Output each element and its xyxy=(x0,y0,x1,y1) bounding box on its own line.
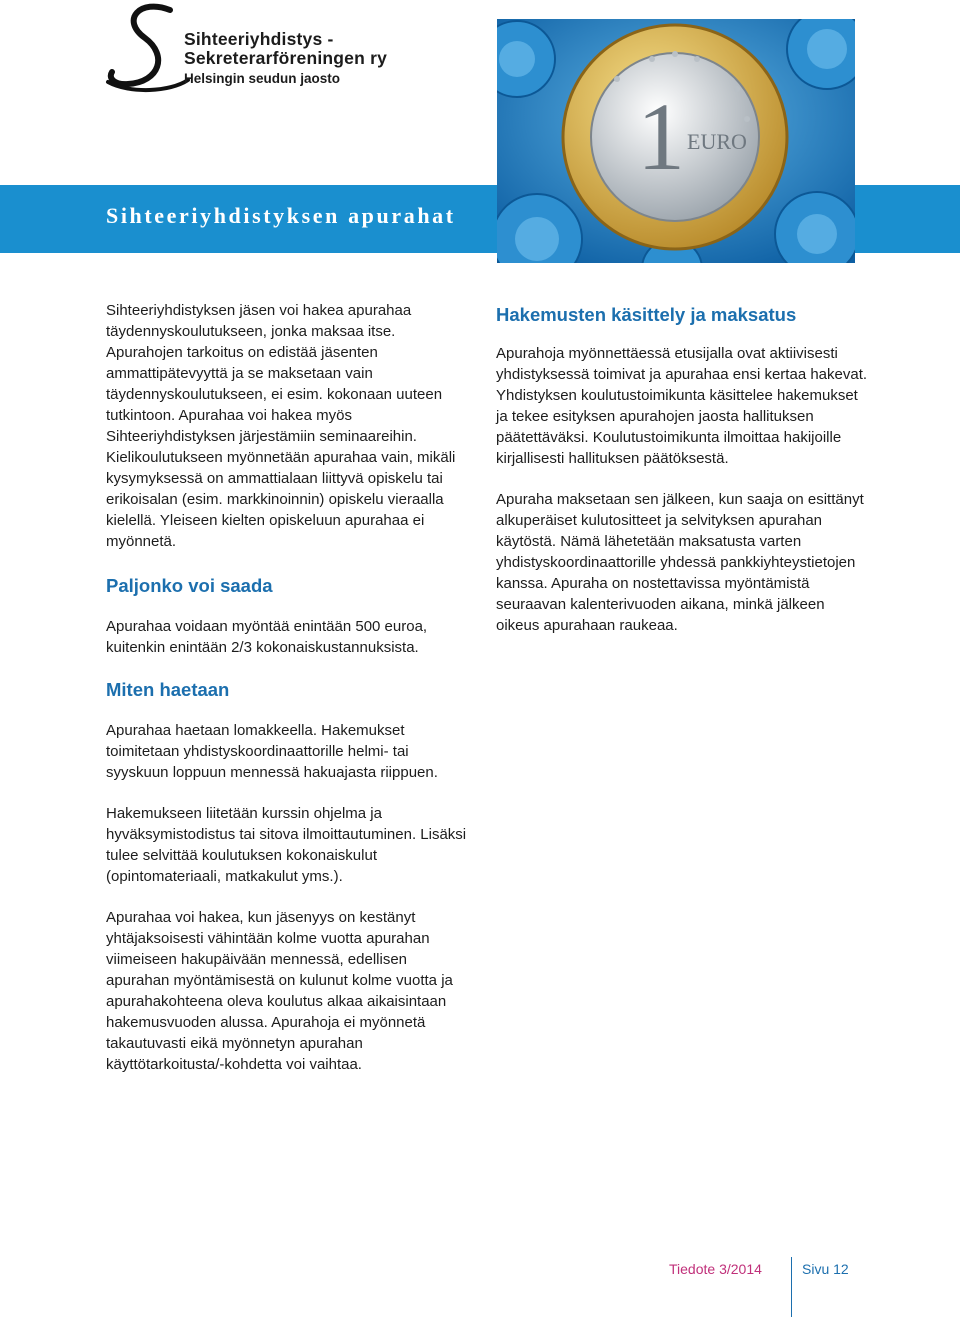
coin-euro-text: EURO xyxy=(687,129,747,154)
apply-paragraph-2: Hakemukseen liitetään kurssin ohjelma ja hyväksymistodistus tai sitova ilmoittautuminen. Lisäksi tulee selvittää koulutuksen kokonaiskulut (opintomateriaali, matkakulut yms.). xyxy=(106,805,467,885)
coin-value-text: 1 xyxy=(637,83,685,190)
footer-divider xyxy=(791,1257,792,1317)
heading-apply: Miten haetaan xyxy=(106,679,230,700)
logo-line-3: Helsingin seudun jaosto xyxy=(184,71,341,86)
s-swoosh-icon xyxy=(100,0,190,95)
left-column xyxy=(106,300,474,1075)
page-number: Sivu 12 xyxy=(802,1261,849,1277)
euro-coin-gears-image xyxy=(497,19,855,263)
logo-line-2: Sekreterarföreningen ry xyxy=(184,48,388,68)
processing-paragraph-1: Apurahoja myönnettäessä etusijalla ovat aktiivisesti yhdistyksessä toimivat ja apurahaa ensi kertaa hakevat. Yhdistyksen koulutustoimikunta käsittelee hakemukset ja tekee esityksen apurahojen jaosta hallituksen päätettäväksi. Koulutustoimikunta ilmoittaa hakijoille kirjallisesti hallituksen päätöksestä. xyxy=(496,345,868,467)
heading-processing: Hakemusten käsittely ja maksatus xyxy=(496,304,797,325)
logo-line-1: Sihteeriyhdistys - xyxy=(184,29,334,49)
issue-label: Tiedote 3/2014 xyxy=(669,1261,762,1277)
intro-paragraph: Sihteeriyhdistyksen jäsen voi hakea apurahaa täydennyskoulutukseen, jonka maksaa itse. Apurahojen tarkoitus on edistää jäsenten ammattipätevyyttä ja se maksetaan vain täydennyskoulutukseen, ei esim. kokonaan uuteen tutkintoon. Apurahaa voi hakea myös Sihteeriyhdistyksen järjestämiin seminaareihin. Kielikoulutukseen myönnetään apurahaa vain, mikäli kysymyksessä on ammattialaan liittyvä opiskelu tai erikoisalan (esim. markkinoinnin) opiskelu vieraalla kielellä. Yleiseen kielten opiskeluun apurahaa ei myönnetä. xyxy=(106,302,456,550)
amount-paragraph: Apurahaa voidaan myöntää enintään 500 euroa, kuitenkin enintään 2/3 kokonaiskustannuksista. xyxy=(106,618,428,656)
apply-paragraph-3: Apurahaa voi hakea, kun jäsenyys on kestänyt yhtäjaksoisesti vähintään kolme vuotta apurahan viimeiseen hakupäivään mennessä, edellisen apurahan myöntämisestä on kulunut kolme vuotta ja apurahakohteena oleva koulutus alkaa aikaisintaan hakemusvuoden alussa. Apurahoja ei myönnetä takautuvasti eikä myönnetyn apurahan käyttötarkoitusta/-kohdetta voi vaihtaa. xyxy=(106,909,453,1073)
organization-logo xyxy=(100,0,400,95)
page-title: Sihteeriyhdistyksen apurahat xyxy=(106,203,456,228)
heading-amount: Paljonko voi saada xyxy=(106,575,273,596)
apply-paragraph-1: Apurahaa haetaan lomakkeella. Hakemukset toimitetaan yhdistyskoordinaattorille helmi- tai syyskuun loppuun mennessä hakuajasta riippuen. xyxy=(106,722,438,781)
right-column xyxy=(496,303,868,636)
processing-paragraph-2: Apuraha maksetaan sen jälkeen, kun saaja on esittänyt alkuperäiset kulutositteet ja selvityksen apurahan käytöstä. Nämä lähetetään maksatusta varten yhdistyskoordinaattorille yhdessä pankkiyhteystietojen kanssa. Apuraha on nostettavissa myöntämistä seuraavan kalenterivuoden aikana, minkä jälkeen oikeus apurahaan raukeaa. xyxy=(496,491,864,634)
